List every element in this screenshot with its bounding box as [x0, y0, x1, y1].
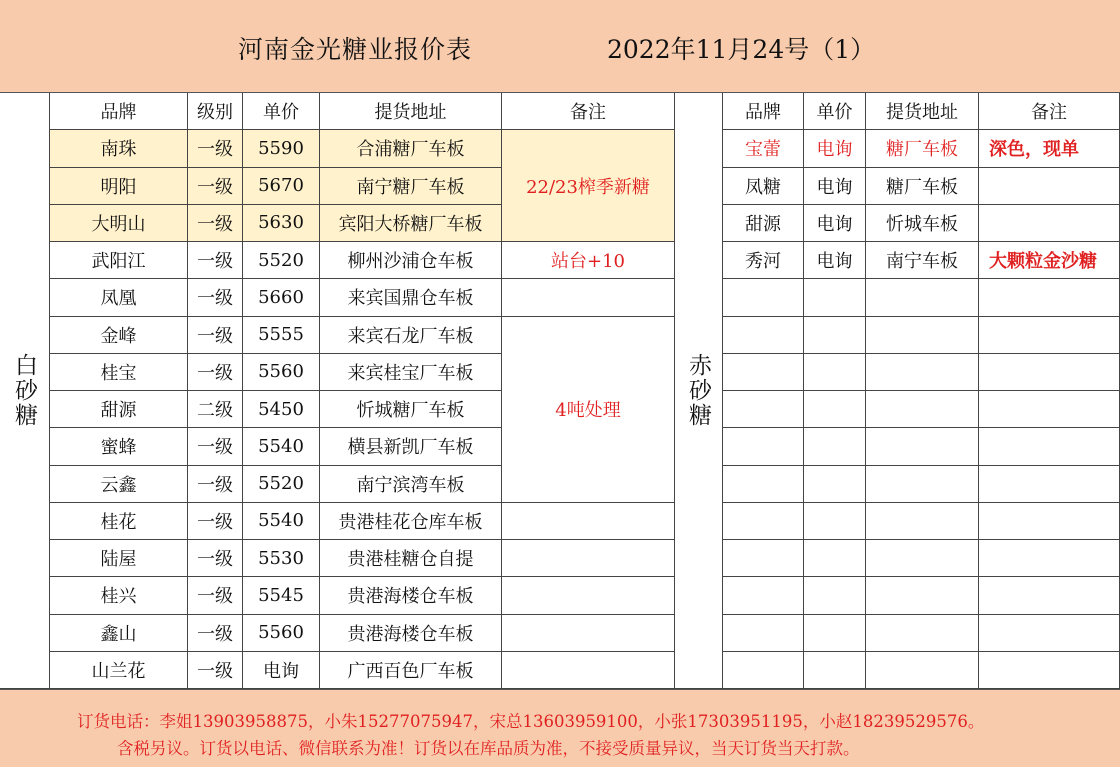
location-cell: 糖厂车板: [866, 130, 979, 167]
price-cell: 5670: [243, 168, 320, 205]
price-cell: 5540: [243, 428, 320, 465]
price-cell: 电询: [804, 130, 866, 167]
terms-line: 含税另议。订货以电话、微信联系为准！订货以在库品质为准，不接受质量异议，当天订货当天打款。: [117, 739, 860, 758]
brand-cell: 凤糖: [723, 168, 804, 205]
price-cell: 电询: [804, 168, 866, 205]
brand-cell: 甜源: [723, 205, 804, 242]
location-cell: [866, 503, 979, 540]
note-cell: [979, 205, 1120, 242]
note-cell: 22/23榨季新糖: [502, 130, 675, 242]
price-cell: [804, 354, 866, 391]
brand-cell: [723, 615, 804, 652]
brand-cell: 桂宝: [50, 354, 188, 391]
price-cell: 5520: [243, 466, 320, 503]
note-cell: [979, 168, 1120, 205]
location-cell: 贵港海楼仓车板: [320, 615, 502, 652]
sheet-title: 河南金光糖业报价表: [238, 35, 473, 64]
price-cell: 5450: [243, 391, 320, 428]
location-cell: 广西百色厂车板: [320, 652, 502, 689]
grade-cell: 一级: [188, 615, 243, 652]
column-header: 备注: [979, 93, 1120, 130]
brand-cell: [723, 466, 804, 503]
grade-cell: 一级: [188, 130, 243, 167]
location-cell: [866, 652, 979, 689]
column-header: 品牌: [723, 93, 804, 130]
contact-footer: [0, 689, 1120, 767]
note-cell: [979, 540, 1120, 577]
brand-cell: [723, 540, 804, 577]
price-cell: 5555: [243, 317, 320, 354]
brand-cell: [723, 503, 804, 540]
brown-sugar-label-text: 赤砂糖: [685, 353, 711, 428]
location-cell: 合浦糖厂车板: [320, 130, 502, 167]
brand-cell: [723, 279, 804, 316]
column-header: 备注: [502, 93, 675, 130]
note-cell: [979, 577, 1120, 614]
column-header: 提货地址: [320, 93, 502, 130]
sheet-header: [0, 0, 1120, 93]
note-cell: [979, 503, 1120, 540]
brand-cell: [723, 391, 804, 428]
white-sugar-label-text: 白砂糖: [11, 353, 37, 428]
grade-cell: 一级: [188, 540, 243, 577]
grade-cell: 一级: [188, 242, 243, 279]
grade-cell: 一级: [188, 279, 243, 316]
location-cell: 南宁糖厂车板: [320, 168, 502, 205]
price-table: [0, 93, 1120, 689]
location-cell: [866, 577, 979, 614]
location-cell: 贵港海楼仓车板: [320, 577, 502, 614]
grade-cell: 一级: [188, 503, 243, 540]
price-cell: 5545: [243, 577, 320, 614]
brand-cell: 凤凰: [50, 279, 188, 316]
brand-cell: 秀河: [723, 242, 804, 279]
location-cell: 南宁滨湾车板: [320, 466, 502, 503]
price-cell: 5630: [243, 205, 320, 242]
price-cell: 电询: [804, 242, 866, 279]
price-cell: 电询: [243, 652, 320, 689]
grade-cell: 一级: [188, 354, 243, 391]
price-cell: 5560: [243, 615, 320, 652]
location-cell: [866, 466, 979, 503]
note-cell: 4吨处理: [502, 317, 675, 503]
brand-cell: 甜源: [50, 391, 188, 428]
price-cell: [804, 652, 866, 689]
location-cell: [866, 391, 979, 428]
grade-cell: 一级: [188, 466, 243, 503]
column-header: 品牌: [50, 93, 188, 130]
price-cell: [804, 279, 866, 316]
note-cell: [502, 279, 675, 316]
location-cell: 横县新凯厂车板: [320, 428, 502, 465]
price-cell: 5530: [243, 540, 320, 577]
location-cell: 忻城车板: [866, 205, 979, 242]
price-cell: 5560: [243, 354, 320, 391]
brown-sugar-label: [675, 93, 723, 689]
note-cell: [502, 577, 675, 614]
location-cell: 来宾石龙厂车板: [320, 317, 502, 354]
brand-cell: 云鑫: [50, 466, 188, 503]
price-cell: [804, 428, 866, 465]
price-cell: [804, 540, 866, 577]
brand-cell: [723, 428, 804, 465]
location-cell: 贵港桂糖仓自提: [320, 540, 502, 577]
note-cell: [979, 317, 1120, 354]
brand-cell: [723, 577, 804, 614]
location-cell: [866, 317, 979, 354]
grade-cell: 一级: [188, 577, 243, 614]
column-header: 单价: [243, 93, 320, 130]
location-cell: 贵港桂花仓库车板: [320, 503, 502, 540]
note-cell: [979, 279, 1120, 316]
column-header: 单价: [804, 93, 866, 130]
location-cell: 柳州沙浦仓车板: [320, 242, 502, 279]
price-cell: [804, 391, 866, 428]
brand-cell: 鑫山: [50, 615, 188, 652]
note-cell: [979, 391, 1120, 428]
note-cell: [979, 615, 1120, 652]
price-cell: 5590: [243, 130, 320, 167]
location-cell: [866, 428, 979, 465]
brand-cell: 金峰: [50, 317, 188, 354]
sheet-date: 2022年11月24号（1）: [607, 35, 876, 64]
grade-cell: 二级: [188, 391, 243, 428]
price-cell: 5660: [243, 279, 320, 316]
brand-cell: 宝蕾: [723, 130, 804, 167]
grade-cell: 一级: [188, 428, 243, 465]
note-cell: [502, 652, 675, 689]
brand-cell: 陆屋: [50, 540, 188, 577]
location-cell: 来宾国鼎仓车板: [320, 279, 502, 316]
brand-cell: 山兰花: [50, 652, 188, 689]
grade-cell: 一级: [188, 168, 243, 205]
note-cell: 站台+10: [502, 242, 675, 279]
note-cell: [979, 652, 1120, 689]
note-cell: [979, 466, 1120, 503]
note-cell: [979, 428, 1120, 465]
brand-cell: [723, 652, 804, 689]
brand-cell: 南珠: [50, 130, 188, 167]
brand-cell: [723, 317, 804, 354]
location-cell: 宾阳大桥糖厂车板: [320, 205, 502, 242]
grade-cell: 一级: [188, 317, 243, 354]
brand-cell: 蜜蜂: [50, 428, 188, 465]
note-cell: 深色，现单: [979, 130, 1120, 167]
location-cell: 糖厂车板: [866, 168, 979, 205]
location-cell: 忻城糖厂车板: [320, 391, 502, 428]
location-cell: [866, 354, 979, 391]
price-cell: 5520: [243, 242, 320, 279]
location-cell: [866, 279, 979, 316]
location-cell: [866, 615, 979, 652]
column-header: 级别: [188, 93, 243, 130]
price-cell: [804, 577, 866, 614]
price-cell: 电询: [804, 205, 866, 242]
brand-cell: 桂兴: [50, 577, 188, 614]
price-cell: [804, 503, 866, 540]
contact-line: 订货电话：李姐13903958875，小朱15277075947，宋总13603959100，小张17303951195，小赵18239529576。: [77, 712, 985, 731]
price-cell: [804, 466, 866, 503]
grade-cell: 一级: [188, 205, 243, 242]
brand-cell: 大明山: [50, 205, 188, 242]
price-cell: [804, 317, 866, 354]
white-sugar-label: [0, 93, 50, 689]
note-cell: [502, 503, 675, 540]
brand-cell: [723, 354, 804, 391]
note-cell: [502, 615, 675, 652]
grade-cell: 一级: [188, 652, 243, 689]
brand-cell: 武阳江: [50, 242, 188, 279]
location-cell: 南宁车板: [866, 242, 979, 279]
brand-cell: 明阳: [50, 168, 188, 205]
price-cell: 5540: [243, 503, 320, 540]
price-cell: [804, 615, 866, 652]
note-cell: [979, 354, 1120, 391]
location-cell: 来宾桂宝厂车板: [320, 354, 502, 391]
brand-cell: 桂花: [50, 503, 188, 540]
column-header: 提货地址: [866, 93, 979, 130]
note-cell: [502, 540, 675, 577]
note-cell: 大颗粒金沙糖: [979, 242, 1120, 279]
location-cell: [866, 540, 979, 577]
